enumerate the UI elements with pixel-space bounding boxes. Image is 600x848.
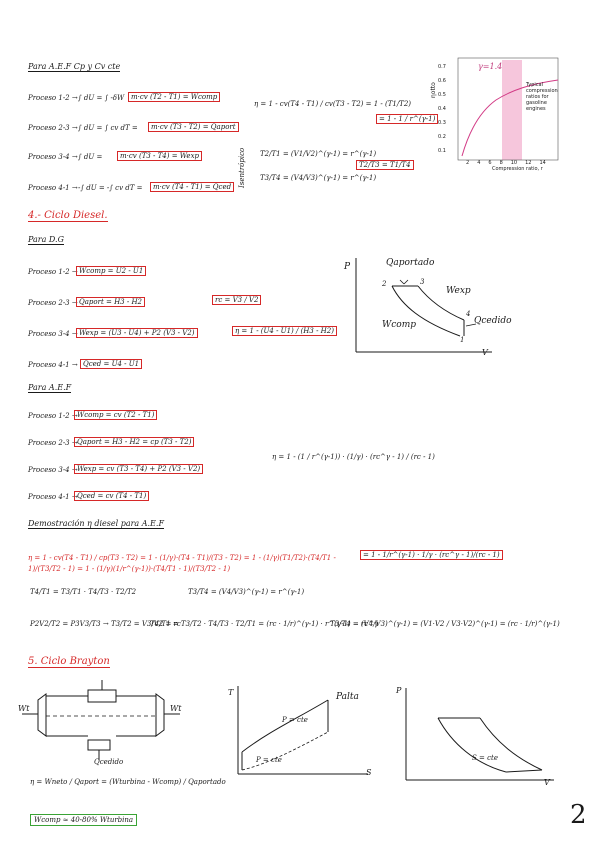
proceso-eq: ∫ dU = ∫ cv dT = (78, 124, 138, 132)
compressor-shape (38, 694, 46, 736)
ts-palta: Palta (336, 692, 359, 702)
brayton-eta: η = Wneto / Qaport = (Wturbina - Wcomp) / Qaportado (30, 778, 226, 786)
diesel-eta: η = 1 - (U4 - U1) / (H3 - H2) (232, 326, 337, 336)
heater-box (88, 690, 116, 702)
pv-p-axis: P (344, 262, 351, 272)
proceso-result: m·cv (T3 - T4) = Wexp (117, 151, 202, 161)
proceso-label: Proceso 1-2 → (28, 94, 78, 102)
pv-state-2: 2 (382, 280, 387, 288)
proceso-label: Proceso 2-3 → (28, 439, 78, 447)
ts-pcte-top: P = cte (282, 716, 308, 724)
bpv-v-axis: V (544, 778, 550, 787)
demo-result: = 1 - 1/r^(γ-1) · 1/γ · (rc^γ - 1)/(rc - 1) (360, 550, 503, 560)
proceso-result: m·cv (T3 - T2) = Qaport (148, 122, 239, 132)
qcedido-label: Qcedido (94, 758, 124, 766)
otto-efficiency-graph (430, 48, 564, 178)
isen-ratio: T2/T3 = T1/T4 (356, 160, 414, 170)
demo-title: Demostración η diesel para A.E.F (28, 519, 164, 528)
ts-pcte-bottom: P = cte (256, 756, 282, 764)
graph-ylabel: ηotto (430, 82, 437, 98)
brayton-schematic-svg (18, 678, 188, 768)
pv-qcedido: Qcedido (474, 316, 512, 326)
proceso-label: Proceso 1-2 → (28, 412, 78, 420)
pv-qaportado: Qaportado (386, 258, 435, 268)
isen-eq-2: T3/T4 = (V4/V3)^(γ-1) = r^(γ-1) (260, 174, 377, 182)
demo-chain: η = 1 - cv(T4 - T1) / cp(T3 - T2) = 1 - (1/γ)·(T4 - T1)/(T3 - T2) = 1 - (1/γ)(T1/T2)·(T4/T1 - 1)/(T3/T2 - 1) = 1 - (1/γ)(1/r^(γ-1))·(T4/T1 - 1)/(T3/T2 - 1) (28, 554, 336, 573)
proceso-result: m·cv (T2 - T1) = Wcomp (128, 92, 220, 102)
pv-state-3: 3 (420, 278, 425, 286)
gamma-label: γ=1.4 (478, 62, 503, 71)
demo-relation-4: T3/T4 = (V4/V3)^(γ-1) = r^(γ-1) (188, 588, 305, 596)
bpv-p-axis: P (396, 686, 402, 695)
wt-in-label: Wt (18, 704, 30, 713)
diesel-title: 4.- Ciclo Diesel. (28, 210, 108, 221)
page-number: 2 (570, 800, 587, 830)
demo-relation-5: T3/T4 = (V4/V3)^(γ-1) = (V1·V2 / V3·V2)^(γ-1) = (rc · 1/r)^(γ-1) (330, 620, 560, 628)
brayton-title: 5. Ciclo Brayton (28, 656, 110, 667)
isentropico-label: Isentrópico (238, 147, 246, 188)
wt-out-label: Wt (170, 704, 182, 713)
proceso-eq: ∫ dU = (78, 153, 103, 161)
bpv-scte: S = cte (472, 754, 498, 762)
proceso-result: Qced = cv (T4 - T1) (74, 491, 149, 501)
turbine-shape (156, 694, 164, 736)
brayton-note: Wcomp ≈ 40-80% Wturbina (30, 814, 137, 826)
diesel-eta-aef: η = 1 - (1 / r^(γ-1)) · (1/γ) · (rc^γ - 1) / (rc - 1) (272, 453, 435, 461)
brayton-pv-svg (396, 682, 556, 788)
proceso-eq: ∫ dU = ∫ -δW (78, 94, 125, 102)
otto-eta-result: = 1 - 1 / r^(γ-1) (376, 114, 438, 124)
proceso-result: Qaport = H3 - H2 (76, 297, 145, 307)
proceso-result: Qaport = H3 - H2 = cp (T3 - T2) (74, 437, 194, 447)
proceso-result: Wexp = cv (T3 - T4) + P2 (V3 - V2) (74, 464, 203, 474)
cooler-box (88, 740, 110, 750)
proceso-result: Wcomp = cv (T2 - T1) (74, 410, 157, 420)
proceso-label: Proceso 2-3 → (28, 299, 78, 307)
brayton-ts-diagram (228, 682, 374, 782)
proceso-result: Qced = U4 - U1 (80, 359, 142, 369)
demo-relation-2: P2V2/T2 = P3V3/T3 → T3/T2 = V3/V2 = rc (30, 620, 181, 628)
brayton-schematic (18, 678, 188, 768)
proceso-label: Proceso 3-4 → (28, 330, 78, 338)
graph-xlabel: Compression ratio, r (492, 166, 543, 172)
demo-relation-3: T4/T1 = T3/T2 · T4/T3 · T2/T1 = (rc · 1/r)^(γ-1) · r^(γ-1) = rc^γ (150, 620, 379, 628)
diesel-sub-dg: Para D.G (28, 235, 64, 244)
proceso-result: m·cv (T4 - T1) = Qced (150, 182, 234, 192)
ts-t-axis: T (228, 688, 234, 697)
isen-eq-1: T2/T1 = (V1/V2)^(γ-1) = r^(γ-1) (260, 150, 377, 158)
proceso-label: Proceso 4-1 → (28, 184, 78, 192)
graph-xticks: 2 4 6 8 10 12 14 (466, 160, 546, 166)
pv-wcomp: Wcomp (382, 320, 417, 330)
diesel-pv-svg (342, 250, 552, 370)
ts-s-axis: S (366, 768, 372, 777)
brayton-pv-diagram (396, 682, 556, 788)
proceso-label: Proceso 4-1 → (28, 361, 78, 369)
graph-yticks: 0.7 0.6 0.5 0.4 0.3 0.2 0.1 (438, 64, 446, 154)
diesel-pv-diagram (342, 250, 552, 370)
proceso-label: Proceso 1-2 → (28, 268, 78, 276)
otto-eta: η = 1 - cv(T4 - T1) / cv(T3 - T2) = 1 - (T1/T2) (254, 100, 412, 108)
pv-state-4: 4 (466, 310, 471, 318)
proceso-eq: -∫ dU = -∫ cv dT = (78, 184, 143, 192)
otto-heading: Para A.E.F Cp y Cv cte (28, 62, 121, 71)
proceso-label: Proceso 3-4 → (28, 153, 78, 161)
diesel-sub-aef: Para A.E.F (28, 383, 72, 392)
proceso-label: Proceso 3-4 → (28, 466, 78, 474)
pv-v-axis: V (482, 348, 488, 357)
typical-ratio-band (502, 60, 522, 160)
proceso-result: Wcomp = U2 - U1 (76, 266, 146, 276)
graph-annotation: Typical compression ratios for gasoline engines (526, 82, 558, 112)
proceso-label: Proceso 4-1 → (28, 493, 78, 501)
pv-wexp: Wexp (446, 286, 471, 296)
diesel-rc: rc = V3 / V2 (212, 295, 261, 305)
pv-state-1: 1 (460, 336, 465, 344)
proceso-label: Proceso 2-3 → (28, 124, 78, 132)
demo-relation-1: T4/T1 = T3/T1 · T4/T3 · T2/T2 (30, 588, 137, 596)
proceso-result: Wexp = (U3 - U4) + P2 (V3 - V2) (76, 328, 198, 338)
